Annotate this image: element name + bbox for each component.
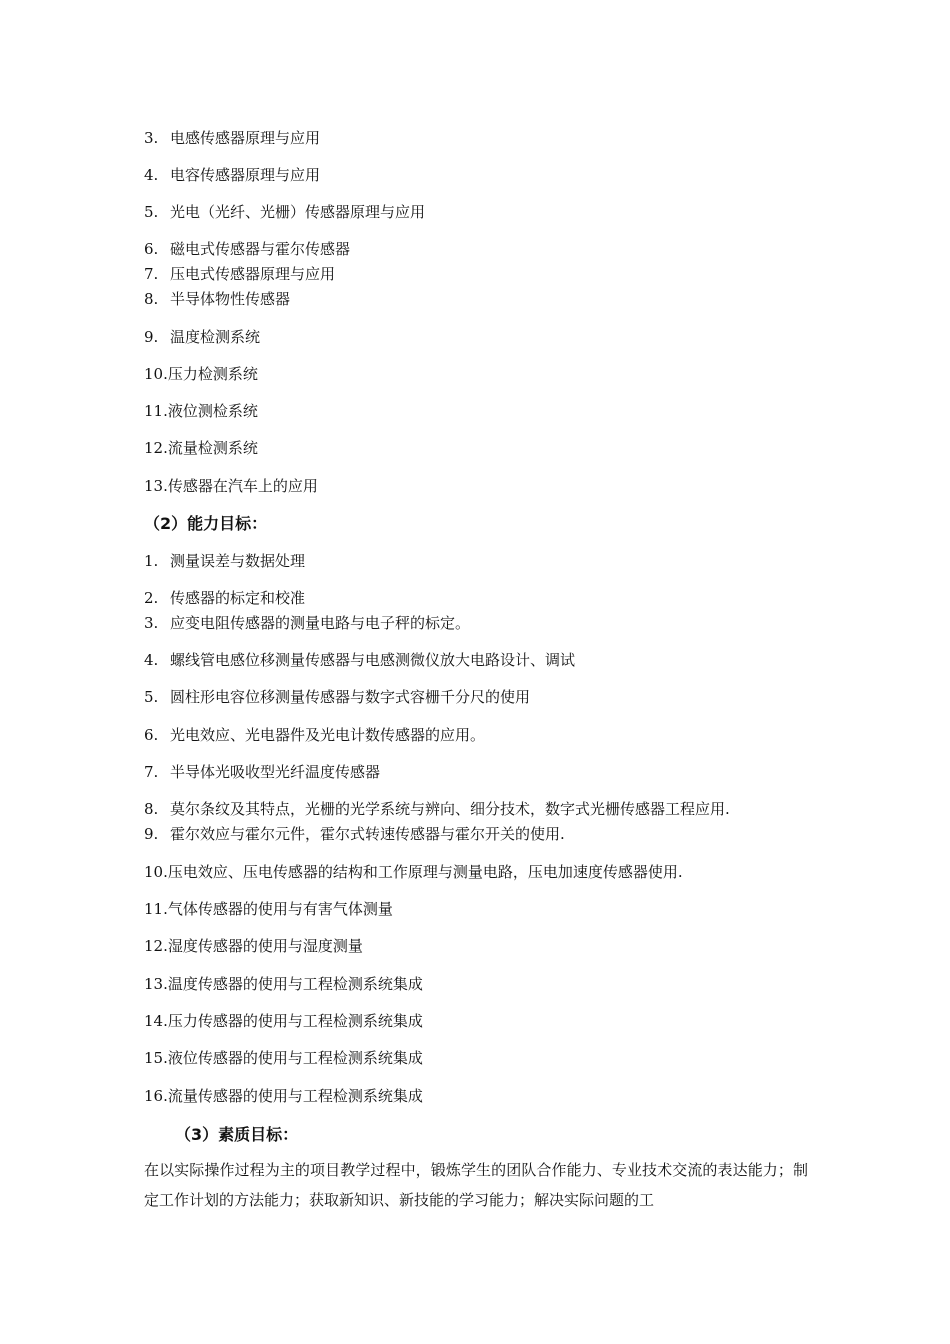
- item-text: 温度检测系统: [170, 328, 261, 346]
- item-number: 2.: [144, 589, 159, 607]
- item-number: 11.: [144, 900, 168, 918]
- item-text: 液位测检系统: [167, 402, 258, 420]
- item-number: 13.: [144, 477, 168, 495]
- item-text: 压电式传感器原理与应用: [170, 265, 336, 283]
- list-item: [144, 476, 318, 496]
- item-number: 4.: [144, 651, 159, 669]
- item-number: 1.: [144, 552, 159, 570]
- item-number: 10.: [144, 863, 168, 881]
- list-item: [144, 264, 335, 284]
- list-item: [144, 862, 683, 882]
- list-item: [144, 128, 320, 148]
- list-item: [144, 899, 393, 919]
- item-number: 16.: [144, 1087, 168, 1105]
- section-heading-ability: （2）能力目标：: [144, 514, 268, 533]
- list-item: [144, 725, 485, 745]
- item-number: 12.: [144, 439, 168, 457]
- list-item: [144, 401, 258, 421]
- list-item: [144, 1011, 423, 1031]
- list-item: [144, 650, 575, 670]
- list-item: [144, 289, 290, 309]
- item-text: 磁电式传感器与霍尔传感器: [170, 240, 351, 258]
- item-text: 气体传感器的使用与有害气体测量: [167, 900, 393, 918]
- item-text: 温度传感器的使用与工程检测系统集成: [167, 975, 423, 993]
- list-item: [144, 239, 350, 259]
- item-number: 5.: [144, 203, 159, 221]
- list-item: [144, 551, 305, 571]
- item-number: 8.: [144, 800, 159, 818]
- item-number: 3.: [144, 129, 159, 147]
- item-number: 4.: [144, 166, 159, 184]
- item-text: 传感器在汽车上的应用: [167, 477, 318, 495]
- item-number: 5.: [144, 688, 159, 706]
- item-text: 电容传感器原理与应用: [170, 166, 321, 184]
- item-number: 6.: [144, 726, 159, 744]
- list-item: [144, 613, 470, 633]
- list-item: [144, 824, 565, 844]
- item-text: 电感传感器原理与应用: [170, 129, 321, 147]
- list-item: [144, 799, 730, 819]
- item-text: 莫尔条纹及其特点，光栅的光学系统与辨向、细分技术，数字式光栅传感器工程应用.: [170, 800, 730, 818]
- item-text: 半导体光吸收型光纤温度传感器: [170, 763, 381, 781]
- item-text: 湿度传感器的使用与湿度测量: [167, 937, 363, 955]
- item-number: 7.: [144, 265, 159, 283]
- item-number: 11.: [144, 402, 168, 420]
- item-text: 液位传感器的使用与工程检测系统集成: [167, 1049, 423, 1067]
- list-item: [144, 936, 363, 956]
- section-heading-quality: （3）素质目标：: [175, 1125, 299, 1144]
- item-text: 测量误差与数据处理: [170, 552, 306, 570]
- list-item: [144, 974, 423, 994]
- item-number: 6.: [144, 240, 159, 258]
- item-text: 应变电阻传感器的测量电路与电子秤的标定。: [170, 614, 471, 632]
- item-text: 圆柱形电容位移测量传感器与数字式容栅千分尺的使用: [170, 688, 531, 706]
- item-number: 3.: [144, 614, 159, 632]
- item-number: 7.: [144, 763, 159, 781]
- item-text: 螺线管电感位移测量传感器与电感测微仪放大电路设计、调试: [170, 651, 576, 669]
- item-text: 传感器的标定和校准: [170, 589, 306, 607]
- item-text: 流量检测系统: [167, 439, 258, 457]
- quality-paragraph: 在以实际操作过程为主的项目教学过程中，锻炼学生的团队合作能力、专业技术交流的表达能力；制定工作计划的方法能力；获取新知识、新技能的学习能力；解决实际问题的工: [144, 1161, 808, 1209]
- item-text: 霍尔效应与霍尔元件，霍尔式转速传感器与霍尔开关的使用.: [170, 825, 565, 843]
- item-number: 15.: [144, 1049, 168, 1067]
- item-number: 13.: [144, 975, 168, 993]
- list-item: [144, 762, 380, 782]
- item-text: 压力传感器的使用与工程检测系统集成: [167, 1012, 423, 1030]
- list-item: [144, 687, 530, 707]
- list-item: [144, 165, 320, 185]
- item-text: 半导体物性传感器: [170, 290, 291, 308]
- item-text: 光电效应、光电器件及光电计数传感器的应用。: [170, 726, 486, 744]
- list-item: [144, 202, 425, 222]
- list-item: [144, 588, 305, 608]
- item-number: 8.: [144, 290, 159, 308]
- item-number: 14.: [144, 1012, 168, 1030]
- item-number: 10.: [144, 365, 168, 383]
- item-text: 压电效应、压电传感器的结构和工作原理与测量电路，压电加速度传感器使用.: [167, 863, 683, 881]
- item-text: 压力检测系统: [167, 365, 258, 383]
- list-item: [144, 438, 258, 458]
- item-number: 9.: [144, 825, 159, 843]
- list-item: [144, 327, 260, 347]
- item-number: 9.: [144, 328, 159, 346]
- list-item: [144, 1086, 423, 1106]
- list-item: [144, 1048, 423, 1068]
- list-item: [144, 364, 258, 384]
- item-text: 光电（光纤、光栅）传感器原理与应用: [170, 203, 426, 221]
- item-number: 12.: [144, 937, 168, 955]
- item-text: 流量传感器的使用与工程检测系统集成: [167, 1087, 423, 1105]
